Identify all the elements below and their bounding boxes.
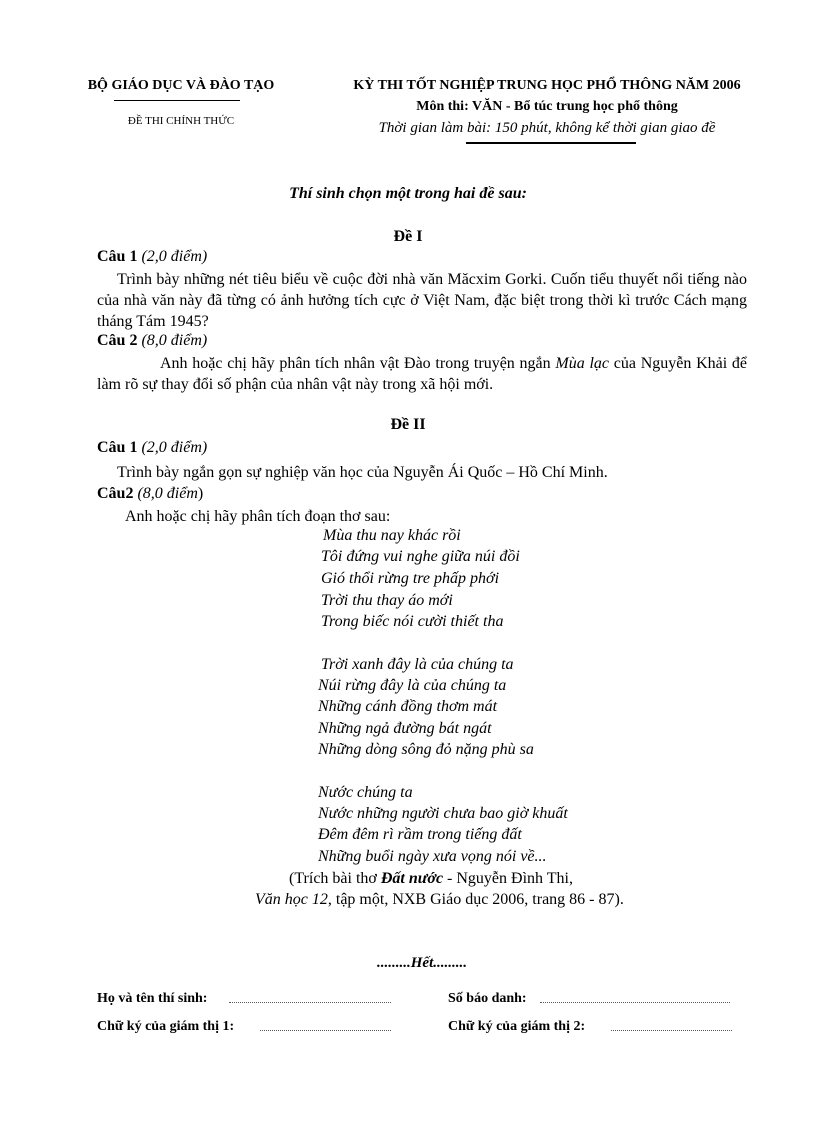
question-label: Câu 1 — [97, 439, 138, 456]
exam-title: KỲ THI TỐT NGHIỆP TRUNG HỌC PHỔ THÔNG NĂM 2006 — [353, 78, 741, 93]
candidate-number-label: Số báo danh: — [448, 991, 527, 1006]
official-exam-label: ĐỀ THI CHÍNH THỨC — [127, 115, 235, 127]
poem-line: Những cánh đồng thơm mát — [318, 698, 498, 715]
subject-label: Môn thi — [416, 99, 465, 114]
time-underline — [466, 142, 636, 144]
candidate-number-line[interactable] — [540, 1002, 730, 1003]
poem-line: Đêm đêm rì rầm trong tiếng đất — [318, 826, 522, 843]
ministry-underline — [114, 100, 240, 101]
subject-value: : VĂN - Bổ túc trung học phổ thông — [464, 99, 678, 114]
de2-q1-text: Trình bày ngắn gọn sự nghiệp văn học của Nguyễn Ái Quốc – Hồ Chí Minh. — [117, 464, 608, 481]
poem-line: Những dòng sông đỏ nặng phù sa — [318, 741, 534, 758]
poem-line: Gió thổi rừng tre phấp phới — [321, 570, 500, 587]
invigilator2-signature-line[interactable] — [611, 1030, 732, 1031]
invigilator1-signature-label: Chữ ký của giám thị 1: — [97, 1019, 235, 1034]
citation-book: Văn học 12 — [255, 891, 328, 908]
q2-text-part1: Anh hoặc chị hãy phân tích nhân vật Đào trong truyện ngắn — [160, 355, 556, 372]
question-label: Câu2 — [97, 485, 134, 502]
citation-details: , tập một, NXB Giáo dục 2006, trang 86 - 87). — [327, 891, 624, 908]
q2-work-title: Mùa lạc — [555, 355, 610, 372]
de1-q2-text — [97, 353, 747, 395]
question-score: (2,0 điểm) — [141, 248, 208, 265]
candidate-name-label: Họ và tên thí sinh: — [97, 991, 208, 1006]
poem-line: Mùa thu nay khác rồi — [323, 527, 461, 544]
de2-q2-text: Anh hoặc chị hãy phân tích đoạn thơ sau: — [125, 508, 391, 525]
de1-q1-heading — [97, 248, 207, 266]
poem-line: Núi rừng đây là của chúng ta — [318, 677, 507, 694]
de2-q1-heading — [97, 439, 207, 457]
citation-work: Đất nước — [380, 870, 444, 887]
end-mark: .........Hết......... — [377, 955, 467, 971]
section-title-de1: Đề I — [393, 228, 423, 245]
citation-line2 — [255, 891, 624, 909]
q2-text-part2: của Nguyễn Khải để làm rõ sự thay đổi số phận của nhân vật này trong xã hội mới. — [97, 355, 748, 393]
de1-q2-heading — [97, 332, 207, 350]
citation-author: - Nguyễn Đình Thi, — [443, 870, 573, 887]
poem-line: Tôi đứng vui nghe giữa núi đồi — [321, 548, 520, 565]
question-label: Câu 1 — [97, 248, 138, 265]
poem-line: Nước những người chưa bao giờ khuất — [318, 805, 568, 822]
question-score: (8,0 điểm — [137, 485, 198, 502]
invigilator1-signature-line[interactable] — [260, 1030, 391, 1031]
poem-line: Trong biếc nói cười thiết tha — [321, 613, 504, 630]
question-label: Câu 2 — [97, 332, 138, 349]
de2-q2-heading — [97, 485, 203, 503]
question-score: (2,0 điểm) — [141, 439, 208, 456]
exam-time: Thời gian làm bài: 150 phút, không kể thời gian giao đề — [378, 120, 716, 136]
section-title-de2: Đề II — [390, 416, 426, 433]
poem-line: Nước chúng ta — [318, 784, 413, 801]
poem-line: Trời thu thay áo mới — [321, 592, 453, 609]
de1-q1-text: Trình bày những nét tiêu biểu về cuộc đời nhà văn Măcxim Gorki. Cuốn tiểu thuyết nổi tiếng nào của nhà văn này đã từng có ảnh hưởng tích cực ở Việt Nam, đặc biệt trong thời kì trước Cách mạng tháng Tám 1945? — [97, 271, 747, 330]
poem-line: Những ngả đường bát ngát — [318, 720, 492, 737]
ministry-name: BỘ GIÁO DỤC VÀ ĐÀO TẠO — [87, 78, 275, 93]
exam-subject — [312, 99, 782, 115]
instruction: Thí sinh chọn một trong hai đề sau: — [289, 185, 527, 202]
citation-prefix: (Trích bài thơ — [289, 870, 381, 887]
invigilator2-signature-label: Chữ ký của giám thị 2: — [448, 1019, 586, 1034]
candidate-name-line[interactable] — [229, 1002, 391, 1003]
question-score: (8,0 điểm) — [141, 332, 208, 349]
question-score-close: ) — [197, 485, 204, 502]
citation-line1 — [289, 870, 573, 888]
poem-line: Những buổi ngày xưa vọng nói về... — [318, 848, 547, 865]
poem-line: Trời xanh đây là của chúng ta — [321, 656, 514, 673]
